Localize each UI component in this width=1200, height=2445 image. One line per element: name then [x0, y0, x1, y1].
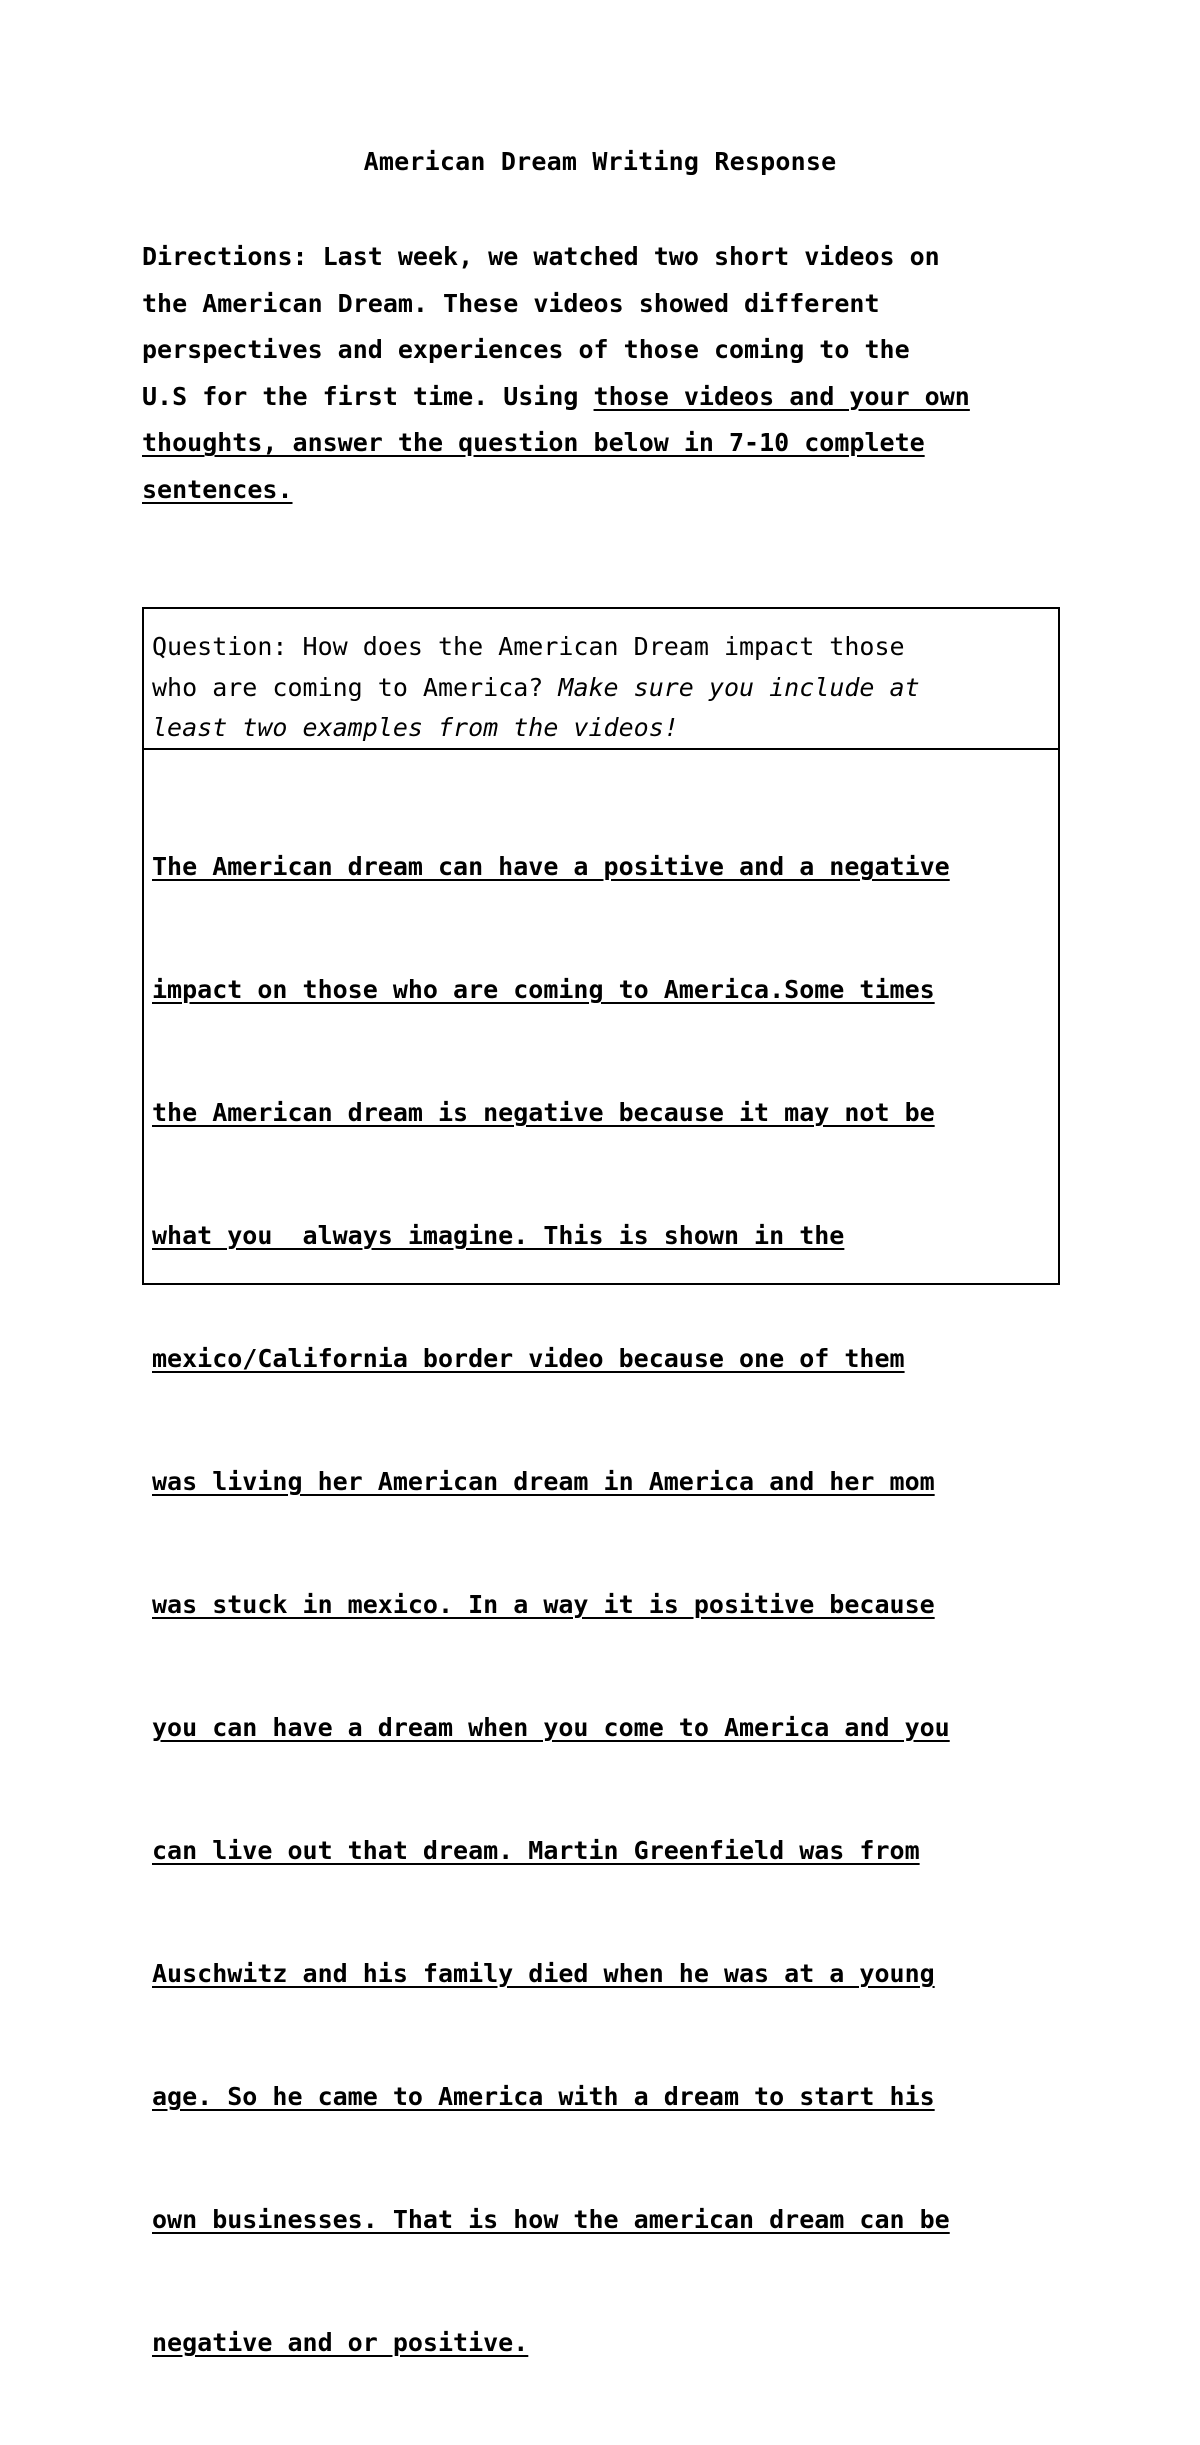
directions-line: [142, 234, 1062, 281]
directions-underlined-text: sentences.: [142, 474, 293, 504]
directions-line: [142, 467, 1062, 514]
directions-line: [142, 420, 1062, 467]
answer-line: The American dream can have a positive and a negative: [152, 852, 950, 881]
directions-underlined-text: thoughts, answer the question below in 7-10 complete: [142, 428, 925, 458]
directions-text: Directions: Last week, we watched two short videos on: [142, 242, 940, 271]
directions-text: U.S for the first time. Using: [142, 381, 594, 411]
question-answer-table: [142, 607, 1060, 2357]
directions-line: [142, 374, 1062, 421]
question-italic-text: Make sure you include at: [558, 672, 920, 702]
answer-line: age. So he came to America with a dream to start his: [152, 2082, 935, 2111]
answer-line: you can have a dream when you come to America and you: [152, 1713, 950, 1742]
answer-line: Auschwitz and his family died when he was at a young: [152, 1959, 935, 1988]
directions-line: [142, 327, 1062, 374]
question-line: [152, 708, 1050, 749]
answer-line: was living her American dream in America and her mom: [152, 1467, 935, 1496]
directions-paragraph: [142, 234, 1062, 514]
question-line: [152, 668, 1050, 709]
question-italic-text: least two examples from the videos!: [152, 713, 679, 742]
answer-line: what you always imagine. This is shown in the: [152, 1221, 845, 1250]
question-cell: [144, 609, 1058, 750]
answer-cell: [144, 750, 1058, 2357]
answer-line: own businesses. That is how the american dream can be: [152, 2205, 950, 2234]
directions-underlined-text: those videos and your own: [593, 381, 970, 411]
directions-text: the American Dream. These videos showed different: [142, 288, 880, 318]
answer-line: was stuck in mexico. In a way it is positive because: [152, 1590, 935, 1619]
page-title: American Dream Writing Response: [363, 147, 837, 176]
answer-line: the American dream is negative because it may not be: [152, 1098, 935, 1127]
answer-line: can live out that dream. Martin Greenfield was from: [152, 1836, 920, 1865]
question-text: who are coming to America?: [152, 672, 559, 702]
answer-line: mexico/California border video because one of them: [152, 1344, 905, 1373]
answer-line: impact on those who are coming to America.Some times: [152, 975, 935, 1004]
question-line: Question: How does the American Dream impact those: [152, 632, 905, 661]
directions-line: [142, 281, 1062, 328]
answer-line: negative and or positive.: [152, 2328, 529, 2357]
directions-text: perspectives and experiences of those coming to the: [142, 335, 910, 365]
